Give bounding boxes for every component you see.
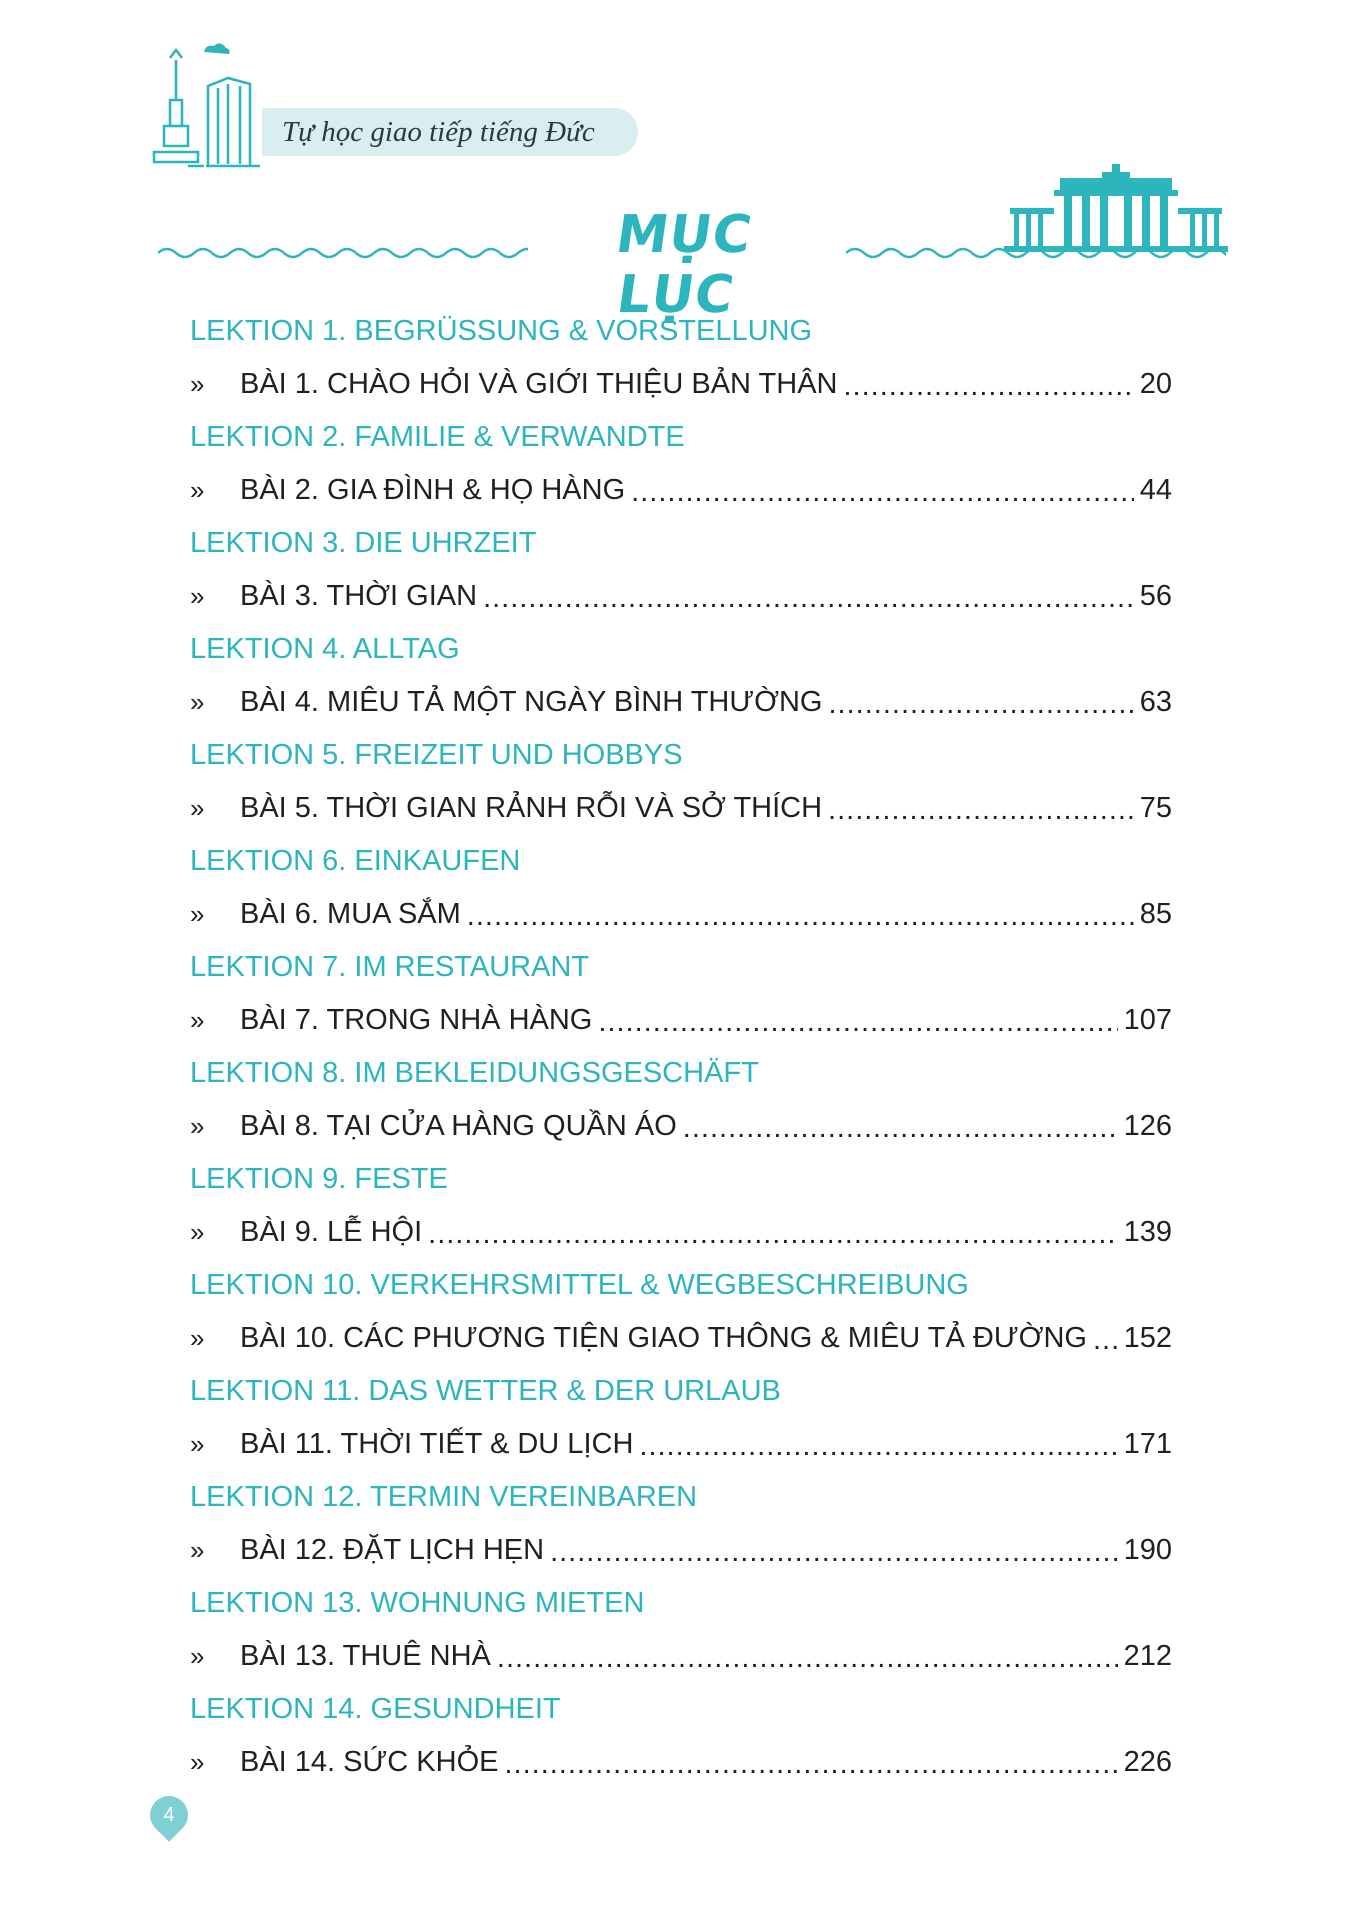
lesson-title: BÀI 2. GIA ĐÌNH & HỌ HÀNG <box>240 474 626 506</box>
page-reference: 190 <box>1123 1534 1172 1566</box>
page-reference: 139 <box>1123 1216 1172 1248</box>
dot-leader <box>828 794 1134 827</box>
page-reference: 171 <box>1123 1428 1172 1460</box>
wave-divider-icon <box>158 243 528 263</box>
lesson-title: BÀI 4. MIÊU TẢ MỘT NGÀY BÌNH THƯỜNG <box>240 686 823 718</box>
page-reference: 152 <box>1123 1322 1172 1354</box>
page-reference: 226 <box>1123 1746 1172 1778</box>
toc-entry[interactable] <box>190 782 1172 835</box>
bullet-icon: » <box>190 1535 205 1565</box>
toc-entry[interactable] <box>190 1524 1172 1577</box>
page-reference: 56 <box>1139 580 1172 612</box>
lesson-title: BÀI 1. CHÀO HỎI VÀ GIỚI THIỆU BẢN THÂN <box>240 368 838 400</box>
toc-entry[interactable] <box>190 1206 1172 1259</box>
lesson-title: BÀI 13. THUÊ NHÀ <box>240 1640 491 1672</box>
dot-leader <box>828 688 1133 721</box>
page-reference: 107 <box>1123 1004 1172 1036</box>
toc-entry[interactable] <box>190 1312 1172 1365</box>
book-title: Tự học giao tiếp tiếng Đức <box>282 115 595 148</box>
lektion-heading: LEKTION 1. BEGRÜSSUNG & VORSTELLUNG <box>190 315 813 347</box>
page-title: MỤC LỤC <box>612 205 756 325</box>
book-title-banner <box>262 108 638 156</box>
lektion-heading: LEKTION 3. DIE UHRZEIT <box>190 527 537 559</box>
dot-leader <box>683 1112 1118 1145</box>
bullet-icon: » <box>190 475 205 505</box>
toc-entry[interactable] <box>190 358 1172 411</box>
dot-leader <box>1093 1324 1118 1357</box>
page-reference: 20 <box>1139 368 1172 400</box>
page-reference: 44 <box>1139 474 1172 506</box>
lesson-title: BÀI 6. MUA SẮM <box>240 898 461 930</box>
toc-entry[interactable] <box>190 994 1172 1047</box>
bullet-icon: » <box>190 1429 205 1459</box>
lektion-heading: LEKTION 10. VERKEHRSMITTEL & WEGBESCHREIBUNG <box>190 1269 969 1301</box>
page-number: 4 <box>163 1804 175 1826</box>
dot-leader <box>483 582 1134 615</box>
toc-entry[interactable] <box>190 570 1172 623</box>
lektion-heading: LEKTION 12. TERMIN VEREINBAREN <box>190 1481 698 1513</box>
lesson-title: BÀI 7. TRONG NHÀ HÀNG <box>240 1004 593 1036</box>
toc-entry[interactable] <box>190 464 1172 517</box>
toc-entry[interactable] <box>190 676 1172 729</box>
lesson-title: BÀI 3. THỜI GIAN <box>240 580 478 612</box>
page-reference: 75 <box>1139 792 1172 824</box>
page-reference: 126 <box>1123 1110 1172 1142</box>
victory-column-icon <box>154 50 198 162</box>
bullet-icon: » <box>190 1747 205 1777</box>
lektion-heading: LEKTION 8. IM BEKLEIDUNGSGESCHÄFT <box>190 1057 759 1089</box>
lektion-heading: LEKTION 4. ALLTAG <box>190 633 460 665</box>
dot-leader <box>843 370 1133 403</box>
lektion-heading: LEKTION 5. FREIZEIT UND HOBBYS <box>190 739 683 771</box>
lektion-heading: LEKTION 6. EINKAUFEN <box>190 845 521 877</box>
lesson-title: BÀI 5. THỜI GIAN RẢNH RỖI VÀ SỞ THÍCH <box>240 792 823 824</box>
lesson-title: BÀI 11. THỜI TIẾT & DU LỊCH <box>240 1428 634 1460</box>
page-reference: 63 <box>1139 686 1172 718</box>
lesson-title: BÀI 12. ĐẶT LỊCH HẸN <box>240 1534 545 1566</box>
bullet-icon: » <box>190 1217 205 1247</box>
dot-leader <box>631 476 1134 509</box>
bullet-icon: » <box>190 581 205 611</box>
dot-leader <box>467 900 1134 933</box>
lektion-heading: LEKTION 9. FESTE <box>190 1163 448 1195</box>
dot-leader <box>428 1218 1117 1251</box>
lesson-title: BÀI 10. CÁC PHƯƠNG TIỆN GIAO THÔNG & MIÊU TẢ ĐƯỜNG <box>240 1322 1087 1354</box>
table-of-contents <box>190 305 1172 1789</box>
page-reference: 212 <box>1123 1640 1172 1672</box>
lektion-heading: LEKTION 14. GESUNDHEIT <box>190 1693 561 1725</box>
toc-entry[interactable] <box>190 1100 1172 1153</box>
lektion-heading: LEKTION 7. IM RESTAURANT <box>190 951 590 983</box>
city-skyline-icon <box>148 40 278 170</box>
lesson-title: BÀI 14. SỨC KHỎE <box>240 1746 499 1778</box>
lektion-heading: LEKTION 2. FAMILIE & VERWANDTE <box>190 421 685 453</box>
dot-leader <box>550 1536 1118 1569</box>
bullet-icon: » <box>190 1323 205 1353</box>
bullet-icon: » <box>190 899 205 929</box>
toc-entry[interactable] <box>190 1630 1172 1683</box>
dot-leader <box>497 1642 1118 1675</box>
dot-leader <box>639 1430 1117 1463</box>
toc-entry[interactable] <box>190 1736 1172 1789</box>
cloud-icon <box>204 43 230 54</box>
bullet-icon: » <box>190 793 205 823</box>
bullet-icon: » <box>190 687 205 717</box>
bullet-icon: » <box>190 1641 205 1671</box>
lesson-title: BÀI 8. TẠI CỬA HÀNG QUẦN ÁO <box>240 1110 677 1142</box>
dot-leader <box>504 1748 1117 1781</box>
dot-leader <box>598 1006 1117 1039</box>
toc-entry[interactable] <box>190 888 1172 941</box>
toc-entry[interactable] <box>190 1418 1172 1471</box>
brandenburg-gate-icon <box>1004 162 1228 258</box>
bullet-icon: » <box>190 369 205 399</box>
lektion-heading: LEKTION 13. WOHNUNG MIETEN <box>190 1587 645 1619</box>
lektion-heading: LEKTION 11. DAS WETTER & DER URLAUB <box>190 1375 781 1407</box>
lesson-title: BÀI 9. LỄ HỘI <box>240 1216 423 1248</box>
page-reference: 85 <box>1139 898 1172 930</box>
bullet-icon: » <box>190 1111 205 1141</box>
bullet-icon: » <box>190 1005 205 1035</box>
